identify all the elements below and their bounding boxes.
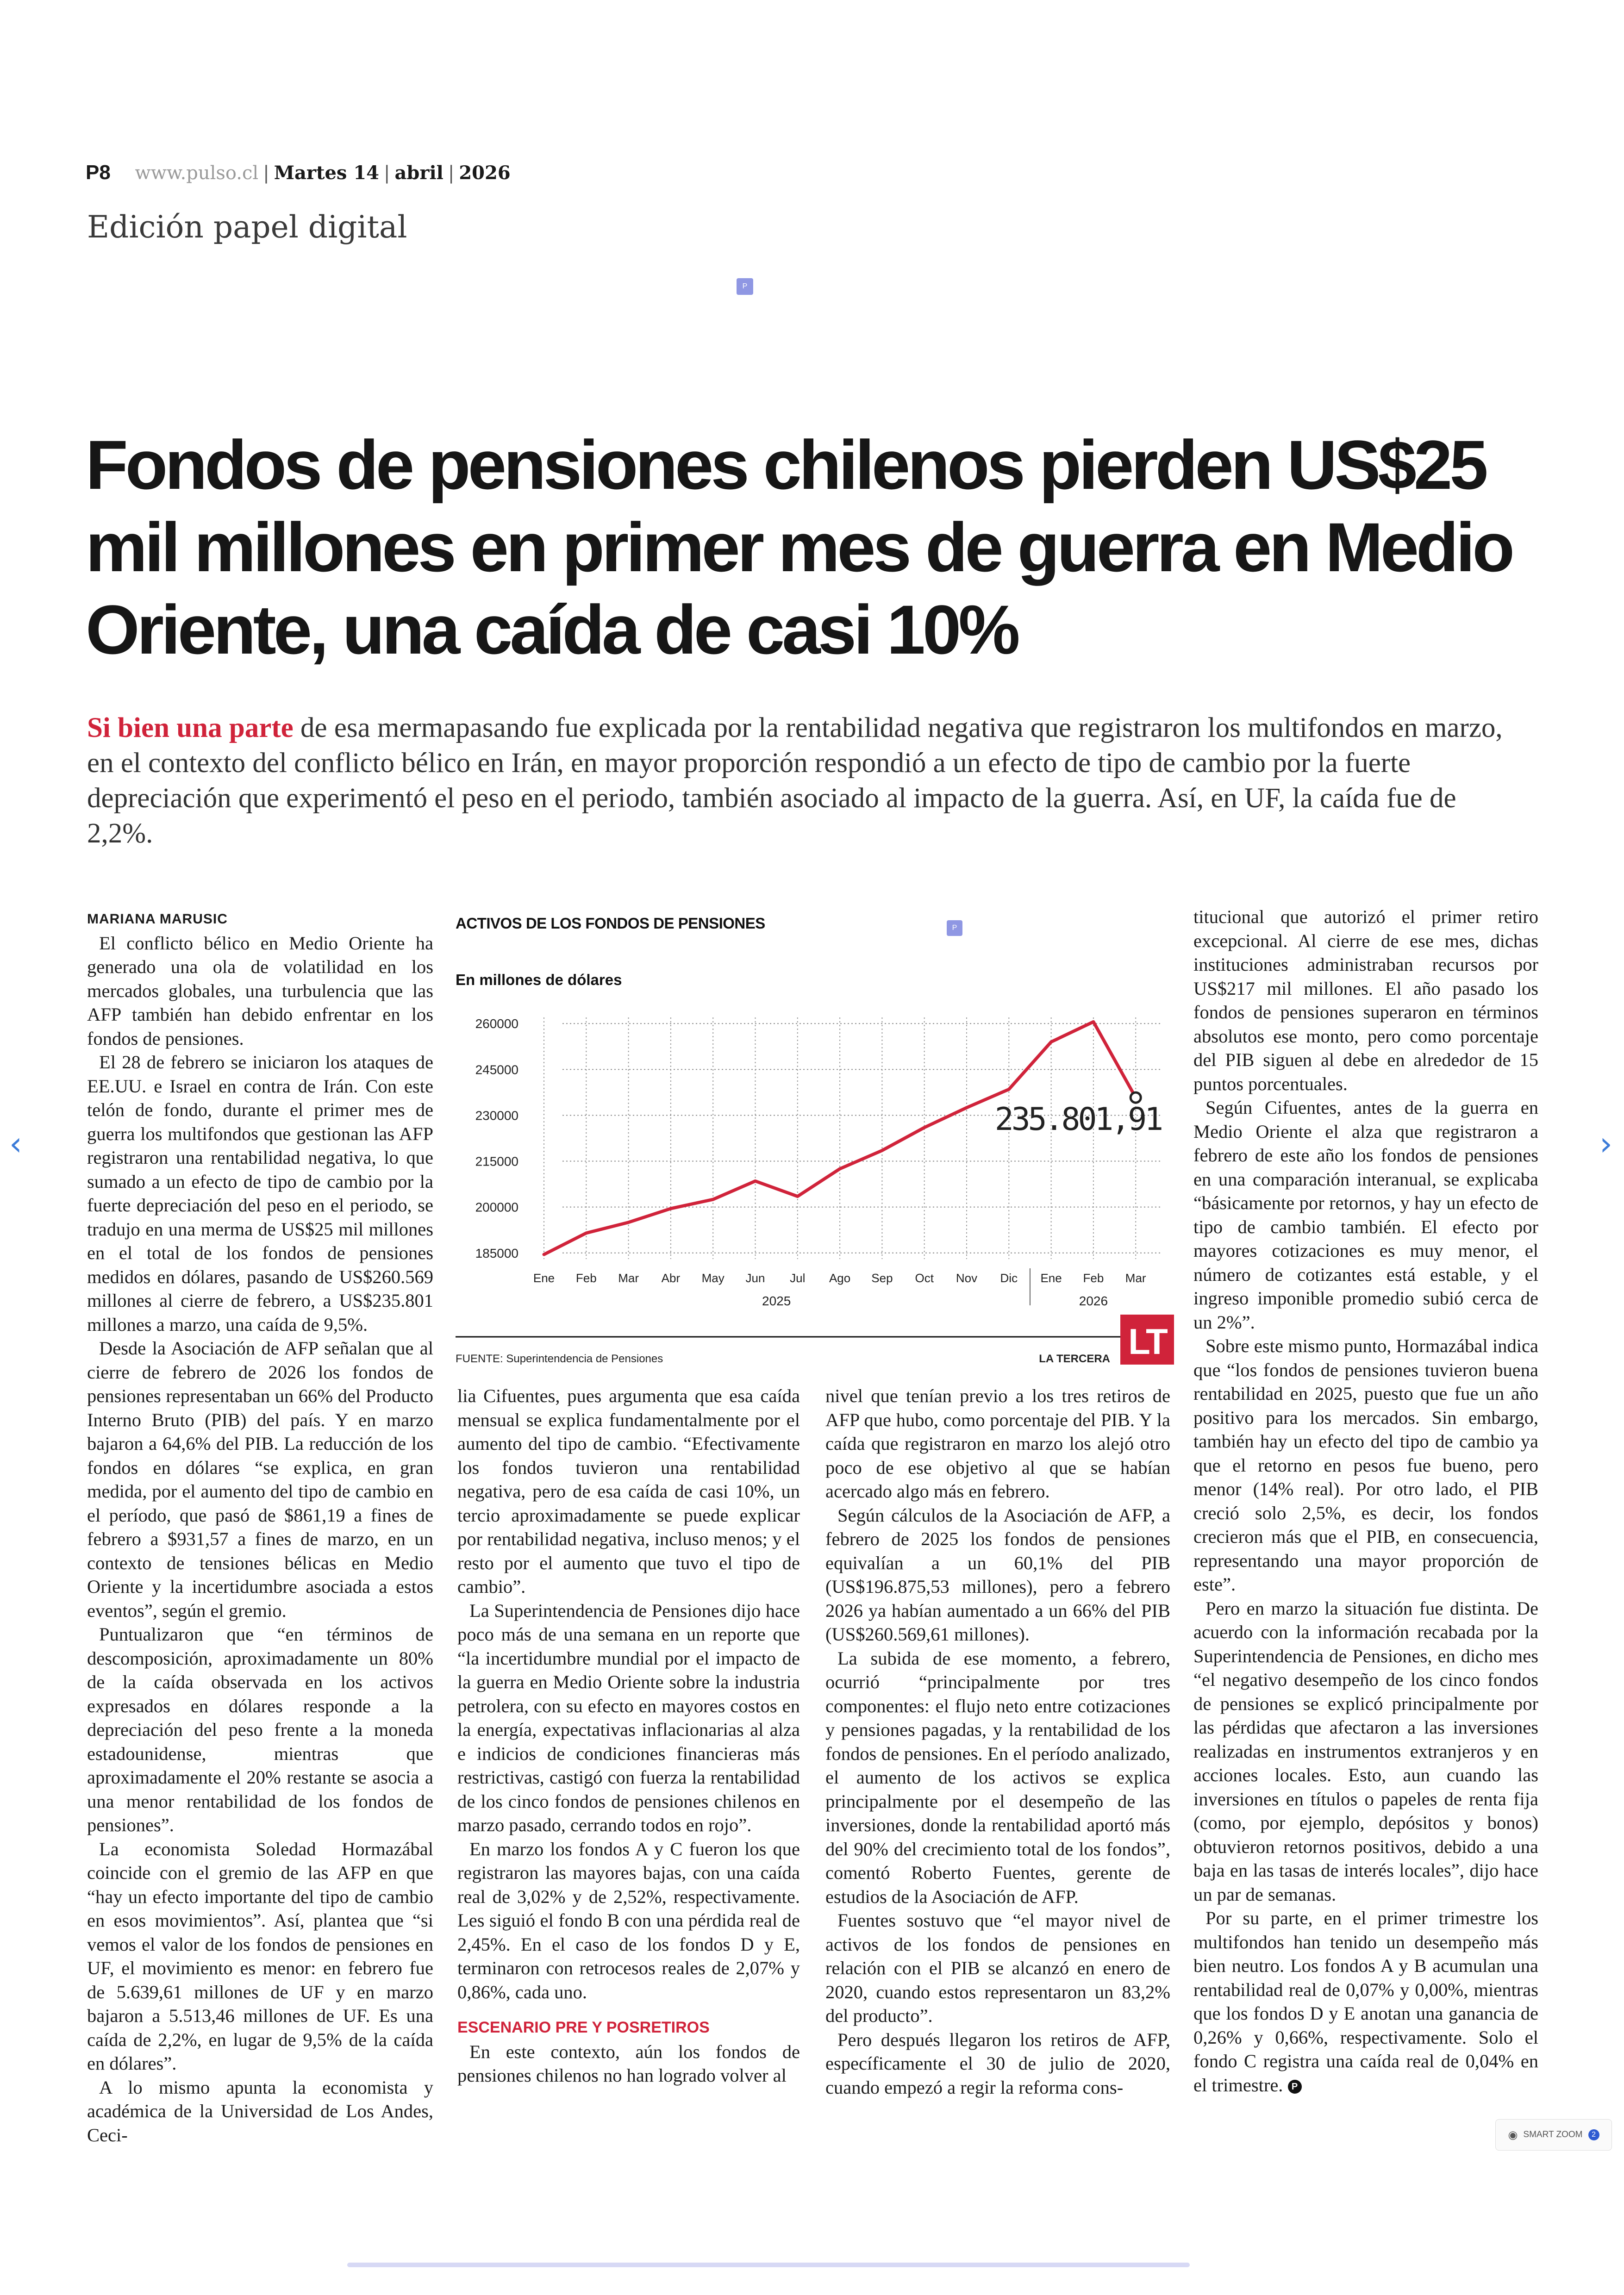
y-tick-label: 260000 [475, 1017, 518, 1031]
edition-label: Edición papel digital [87, 209, 407, 245]
page-number: P8 [86, 161, 111, 184]
x-tick-label: Feb [1083, 1271, 1104, 1285]
paragraph: Desde la Asociación de AFP señalan que al cierre de febrero de 2026 los fondos de pensiones representaban un 66% del Producto Interno Bruto (PIB) del país. Y en marzo bajaron a 64,6% del PIB. La reducción de los fondos en dólares “se explica, en gran medida, por el aumento del tipo de cambio en el período, que pasó de $861,19 a fines de febrero a $931,57 a fines de marzo, en un contexto de tensiones bélicas en Medio Oriente y la incertidumbre asociada a estos eventos”, según el gremio. [87, 1338, 433, 1621]
section-subhead: ESCENARIO PRE Y POSRETIROS [457, 2019, 710, 2036]
x-tick-label: Ago [829, 1271, 851, 1285]
x-tick-label: Dic [1000, 1271, 1018, 1285]
x-tick-label: Sep [871, 1271, 893, 1285]
paragraph: titucional que autorizó el primer retiro excepcional. Al cierre de ese mes, dichas instituciones administraban recursos por US$217 mil millones. El año pasado los fondos de pensiones superaron en términos absolutos ese monto, pero como porcentaje del PIB siguen al debe en alrededor de 15 puntos porcentuales. [1193, 906, 1538, 1094]
annotation-label: 235.801,91 [994, 1101, 1162, 1138]
paragraph: Pero después llegaron los retiros de AFP, específicamente el 30 de julio de 2020, cuando empezó a regir la reforma cons- [825, 2029, 1170, 2098]
paragraph: Según Cifuentes, antes de la guerra en Medio Oriente el alza que registraron a febrero de este año los fondos de pensiones en una comparación interanual, se explicaba “básicamente por retornos, y hay un efecto de tipo de cambio también. El efecto por mayores cotizaciones es muy menor, el número de cotizantes está estable, y el ingreso imponible promedio subió cerca de un 2%”. [1193, 1097, 1538, 1333]
smart-zoom-button[interactable] [1495, 2119, 1612, 2151]
header-month: abril [394, 162, 443, 184]
chart-credit: LA TERCERA [1039, 1353, 1110, 1365]
y-tick-label: 245000 [475, 1062, 518, 1077]
paragraph: El conflicto bélico en Medio Oriente ha generado una ola de volatilidad en los mercados globales, una turbulencia que las AFP también han debido enfrentar en los fondos de pensiones. [87, 932, 433, 1049]
paragraph: Sobre este mismo punto, Hormazábal indica que “los fondos de pensiones tuvieron buena rentabilidad en 2025, puesto que fue un año positivo para los mercados. Sin embargo, también hay un efecto del tipo de cambio ya que el retorno en pesos fue bueno, pero menor (14% real). Por otro lado, el PIB creció solo 2,5%, es decir, los fondos crecieron más que el PIB, en consecuencia, representando una mayor proporción de este”. [1193, 1335, 1538, 1595]
chart [454, 903, 1176, 1367]
x-tick-label: Nov [956, 1271, 978, 1285]
x-tick-label: May [701, 1271, 725, 1285]
paragraph: nivel que tenían previo a los tres retiros de AFP que hubo, como porcentaje del PIB. Y la caída que registraron en marzo los alejó otro poco de ese objetivo al que se habían acercado algo más en febrero. [825, 1385, 1170, 1502]
chart-ylabel: En millones de dólares [456, 971, 622, 988]
paragraph: Pero en marzo la situación fue distinta. De acuerdo con la información recabada por la Superintendencia de Pensiones, en dicho mes “el negativo desempeño de los cinco fondos de pensiones se explicó principalmente por las pérdidas que afectaron a las inversiones realizadas en instrumentos extranjeros y en acciones locales. Esto, aun cuando las inversiones en títulos o papeles de renta fija (como, por ejemplo, depósitos y bonos) obtuvieron retornos positivos, debido a una baja en las tasas de interés locales”, dijo hace un par de semanas. [1193, 1597, 1538, 1905]
headline: Fondos de pensiones chilenos pierden US$25 mil millones en primer mes de guerra en Medio Oriente, una caída de casi 10% [86, 426, 1512, 668]
paragraph-text: Por su parte, en el primer trimestre los multifondos han tenido un desempeño más bien neutro. Los fondos A y B acumulan una rentabilidad real de 0,07% y 0,00%, mientras que los fondos D y E anotan una ganancia de 0,26% y 0,66%, respectivamente. Solo el fondo C registra una caída real de 0,04% en el trimestre. [1193, 1908, 1538, 2095]
page-header: P8 www.pulso.cl | Martes 14 | abril | 2026 [86, 161, 511, 184]
y-tick-label: 200000 [475, 1200, 518, 1215]
paragraph: Fuentes sostuvo que “el mayor nivel de activos de los fondos de pensiones en relación con el PIB se alcanzó en enero de 2020, cuando estos representaron un 83,2% del producto”. [825, 1910, 1170, 2026]
paragraph: En este contexto, aún los fondos de pensiones chilenos no han logrado volver al [457, 2041, 800, 2086]
byline: MARIANA MARUSIC [87, 911, 228, 927]
end-mark-icon: P [1288, 2080, 1302, 2094]
series-line [544, 1022, 1136, 1254]
paragraph: La subida de ese momento, a febrero, ocurrió “principalmente por tres componentes: el flujo neto entre cotizaciones y pensiones pagadas, y la rentabilidad de los fondos de pensiones. En el período analizado, el aumento de los activos se explica principalmente por el desempeño de las inversiones, donde la rentabilidad aportó más del 90% del crecimiento total de los fondos”, comentó Roberto Fuentes, gerente de estudios de la Asociación de AFP. [825, 1647, 1170, 1907]
x-tick-label: Ene [533, 1271, 555, 1285]
article-column-4 [1193, 905, 1538, 2097]
x-tick-label: Jul [790, 1271, 806, 1285]
y-tick-label: 185000 [475, 1246, 518, 1260]
x-tick-label: Ene [1040, 1271, 1062, 1285]
paragraph: La Superintendencia de Pensiones dijo hace poco más de una semana en un reporte que “la incertidumbre mundial por el impacto de la guerra en Medio Oriente sobre la industria petrolera, con su efecto en mayores costos en la energía, expectativas inflacionarias al alza e indicios de condiciones financieras más restrictivas, castigó con fuerza la rentabilidad de los cinco fondos de pensiones chilenos en marzo pasado, cerrando todos en rojo”. [457, 1600, 800, 1835]
chart-svg [454, 903, 1176, 1366]
article-column-3 [825, 1384, 1170, 2099]
chart-title: ACTIVOS DE LOS FONDOS DE PENSIONES [456, 915, 765, 932]
paragraph: El 28 de febrero se iniciaron los ataques de EE.UU. e Israel en contra de Irán. Con este telón de fondo, durante el primer mes de guerra los multifondos que gestionan las AFP registraron una rentabilidad negativa, lo que sumado a un efecto de tipo de cambio por la fuerte depreciación del peso en el periodo, se tradujo en una merma de US$25 mil millones en el total de los fondos de pensiones medidos en dólares, pasando de US$260.569 millones al cierre de febrero, a US$235.801 millones a marzo, una caída de 9,5%. [87, 1052, 433, 1335]
paragraph: A lo mismo apunta la economista y académica de la Universidad de Los Andes, Ceci- [87, 2077, 433, 2145]
eye-icon: ◉ [1508, 2128, 1518, 2141]
x-tick-label: Feb [575, 1271, 597, 1285]
year-label: 2026 [1079, 1294, 1108, 1308]
smart-zoom-count: 2 [1588, 2129, 1599, 2140]
horizontal-scrollbar[interactable] [347, 2263, 1190, 2267]
chart-source: FUENTE: Superintendencia de Pensiones [456, 1353, 663, 1365]
y-tick-label: 230000 [475, 1108, 518, 1123]
x-tick-label: Mar [1125, 1271, 1146, 1285]
paragraph: En marzo los fondos A y C fueron los que registraron las mayores bajas, con una caída real de 3,02% y de 2,52%, respectivamente. Les siguió el fondo B con una pérdida real de 2,45%. En el caso de los fondos D y E, terminaron con retrocesos reales de 2,07% y 0,86%, cada uno. [457, 1838, 800, 2002]
lede-kicker: Si bien una parte [87, 712, 294, 743]
lt-logo-text: LT [1128, 1321, 1166, 1362]
header-day: Martes 14 [274, 162, 380, 184]
header-year: 2026 [459, 162, 511, 184]
chart-marker-icon[interactable]: P [947, 920, 962, 936]
paragraph: lia Cifuentes, pues argumenta que esa caída mensual se explica fundamentalmente por el aumento del tipo de cambio. “Efectivamente los fondos tuvieron una rentabilidad negativa, pero de esa caída de casi 10%, un tercio aproximadamente se puede explicar por rentabilidad negativa, incluso menos; y el resto por el aumento que tuvo el tipo de cambio”. [457, 1385, 800, 1597]
y-tick-label: 215000 [475, 1154, 518, 1169]
paragraph [1193, 1906, 1538, 2097]
paragraph: La economista Soledad Hormazábal coincide con el gremio de las AFP en que “hay un efecto importante del tipo de cambio en esos movimientos”. Así, plantea que “si vemos el valor de los fondos de pensiones en UF, el movimiento es menor: en febrero fue de 5.639,61 millones de UF y en marzo bajaron a 5.513,46 millones de UF. Es una caída de 2,2%, en lugar de 9,5% de la caída en dólares”. [87, 1838, 433, 2074]
x-tick-label: Jun [745, 1271, 765, 1285]
article-column-1 [87, 907, 433, 2147]
site-url[interactable]: www.pulso.cl [135, 162, 259, 184]
article-column-2 [457, 1384, 800, 2088]
paragraph: Puntualizaron que “en términos de descomposición, aproximadamente un 80% de la caída observada en los activos expresados en dólares responde a la depreciación del peso frente a la moneda estadounidense, mientras que aproximadamente el 20% restante se asocia a una menor rentabilidad de los fondos de pensiones”. [87, 1624, 433, 1835]
paragraph: Según cálculos de la Asociación de AFP, a febrero de 2025 los fondos de pensiones equivalían a un 60,1% del PIB (US$196.875,53 millones), pero a febrero 2026 ya habían aumentado a un 66% del PIB (US$260.569,61 millones). [825, 1504, 1170, 1645]
next-page-arrow-icon[interactable]: › [1599, 1125, 1612, 1163]
smart-zoom-label: SMART ZOOM [1523, 2130, 1583, 2139]
lede-text: de esa mermapasando fue explicada por la rentabilidad negativa que registraron los multifondos en marzo, en el contexto del conflicto bélico en Irán, en mayor proporción respondió a un efecto de tipo de cambio por la fuerte depreciación que experimentó el peso en el periodo, también asociado al impacto de la guerra. Así, en UF, la caída fue de 2,2%. [87, 712, 1503, 849]
prev-page-arrow-icon[interactable]: ‹ [9, 1125, 22, 1163]
x-tick-label: Abr [661, 1271, 681, 1285]
x-tick-label: Mar [618, 1271, 639, 1285]
x-tick-label: Oct [915, 1271, 934, 1285]
lede [87, 711, 1527, 851]
pulso-marker-icon[interactable]: P [737, 278, 753, 295]
year-label: 2025 [762, 1294, 791, 1308]
